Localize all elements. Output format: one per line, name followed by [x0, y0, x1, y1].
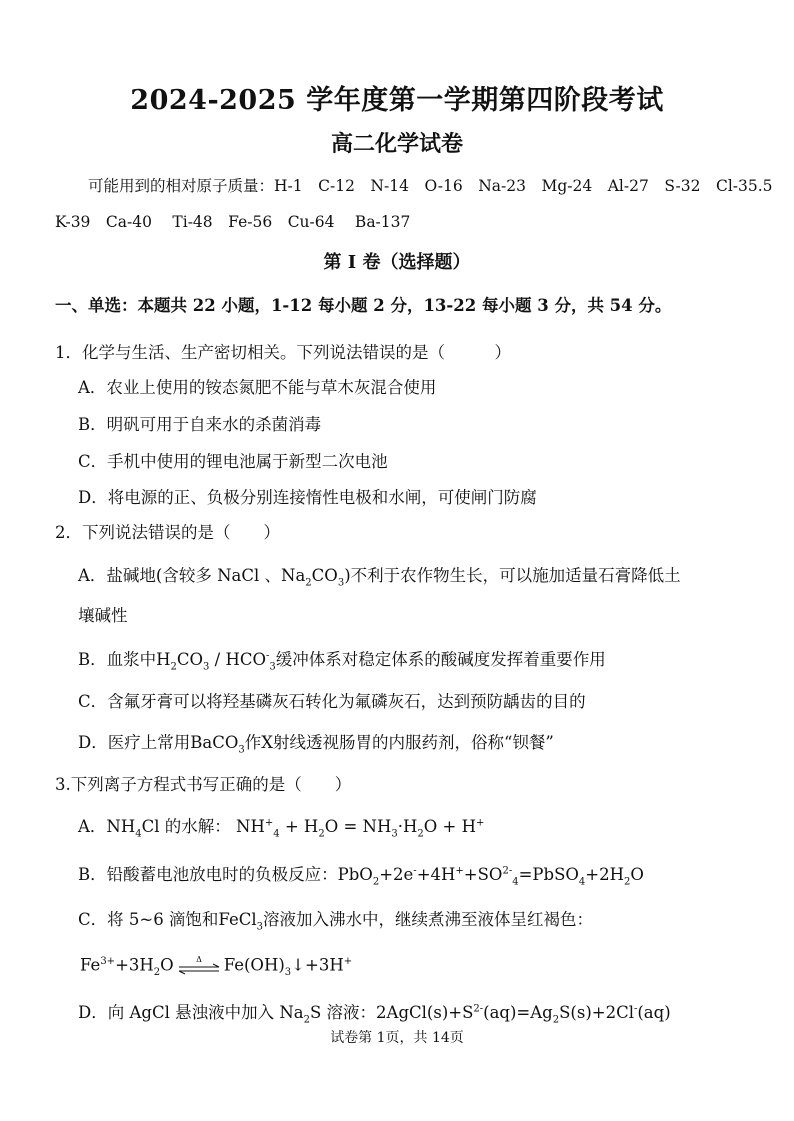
q1-option-c: C．手机中使用的锂电池属于新型二次电池	[78, 452, 388, 471]
q3-option-c: C．将 5~6 滴饱和FeCl$_3$溶液加入沸水中，继续煮沸至液体呈红褐色：	[78, 910, 594, 933]
q2-stem: 2．下列说法错误的是（ ）	[55, 523, 280, 542]
q3-option-c-equation: $Fe^{3+}+3H_2O$ Δ $Fe(OH)_3↓+3H^+$	[80, 955, 353, 978]
atomic-mass-line-1: 可能用到的相对原子质量：H-1 C-12 N-14 O-16 Na-23 Mg-24 Al-27 S-32 Cl-35.5	[88, 177, 773, 195]
q1-option-a: A．农业上使用的铵态氮肥不能与草木灰混合使用	[78, 378, 437, 397]
q2-option-a-continued: 壤碱性	[78, 606, 128, 625]
heat-delta-label: Δ	[195, 955, 202, 964]
atomic-mass-line-2: K-39 Ca-40 Ti-48 Fe-56 Cu-64 Ba-137	[55, 213, 411, 231]
q3-option-b: B．铅酸蓄电池放电时的负极反应：$PbO_2+2e^-+4H^++SO^{2-}_4=PbSO_4+2H_2O$	[78, 865, 644, 888]
q2-option-c: C．含氟牙膏可以将羟基磷灰石转化为氟磷灰石，达到预防龋齿的目的	[78, 692, 586, 711]
q2-option-b: B．血浆中$H_2CO_3 / HCO^-_3$缓冲体系对稳定体系的酸碱度发挥着重要作用	[78, 650, 606, 673]
q1-option-d: D．将电源的正、负极分别连接惰性电极和水闸，可使闸门防腐	[78, 488, 537, 507]
q1-option-b: B．明矾可用于自来水的杀菌消毒	[78, 415, 322, 434]
section-instructions: 一、单选：本题共 22 小题，1-12 每小题 2 分，13-22 每小题 3 分，共 54 分。	[55, 296, 672, 315]
exam-subtitle: 高二化学试卷	[330, 131, 463, 157]
page-footer: 试卷第 1页，共 14页	[330, 1030, 464, 1046]
reversible-arrow-icon	[176, 955, 222, 977]
exam-title: 2024-2025 学年度第一学期第四阶段考试	[130, 85, 664, 116]
q2-option-a: A．盐碱地(含较多 NaCl 、$Na_2CO_3$)不利于农作物生长，可以施加适量石膏降低土	[78, 566, 681, 589]
section-heading: 第 I 卷（选择题）	[323, 252, 471, 273]
q3-option-d: D．向 AgCl 悬浊液中加入 $Na_2S$ 溶液：$2AgCl(s)+S^{2-}(aq)=Ag_2S(s)+2Cl^-(aq)$	[78, 1003, 671, 1026]
q3-option-a: A．$NH_4Cl$ 的水解： $NH^+_4 + H_2O = NH_3\cdot H_2O + H^+$	[78, 817, 485, 840]
q2-option-d: D．医疗上常用BaCO$_3$作X射线透视肠胃的内服药剂，俗称“钡餐”	[78, 733, 554, 756]
q1-stem: 1．化学与生活、生产密切相关。下列说法错误的是（ ）	[55, 343, 511, 362]
q3-stem: 3.下列离子方程式书写正确的是（ ）	[55, 775, 352, 794]
